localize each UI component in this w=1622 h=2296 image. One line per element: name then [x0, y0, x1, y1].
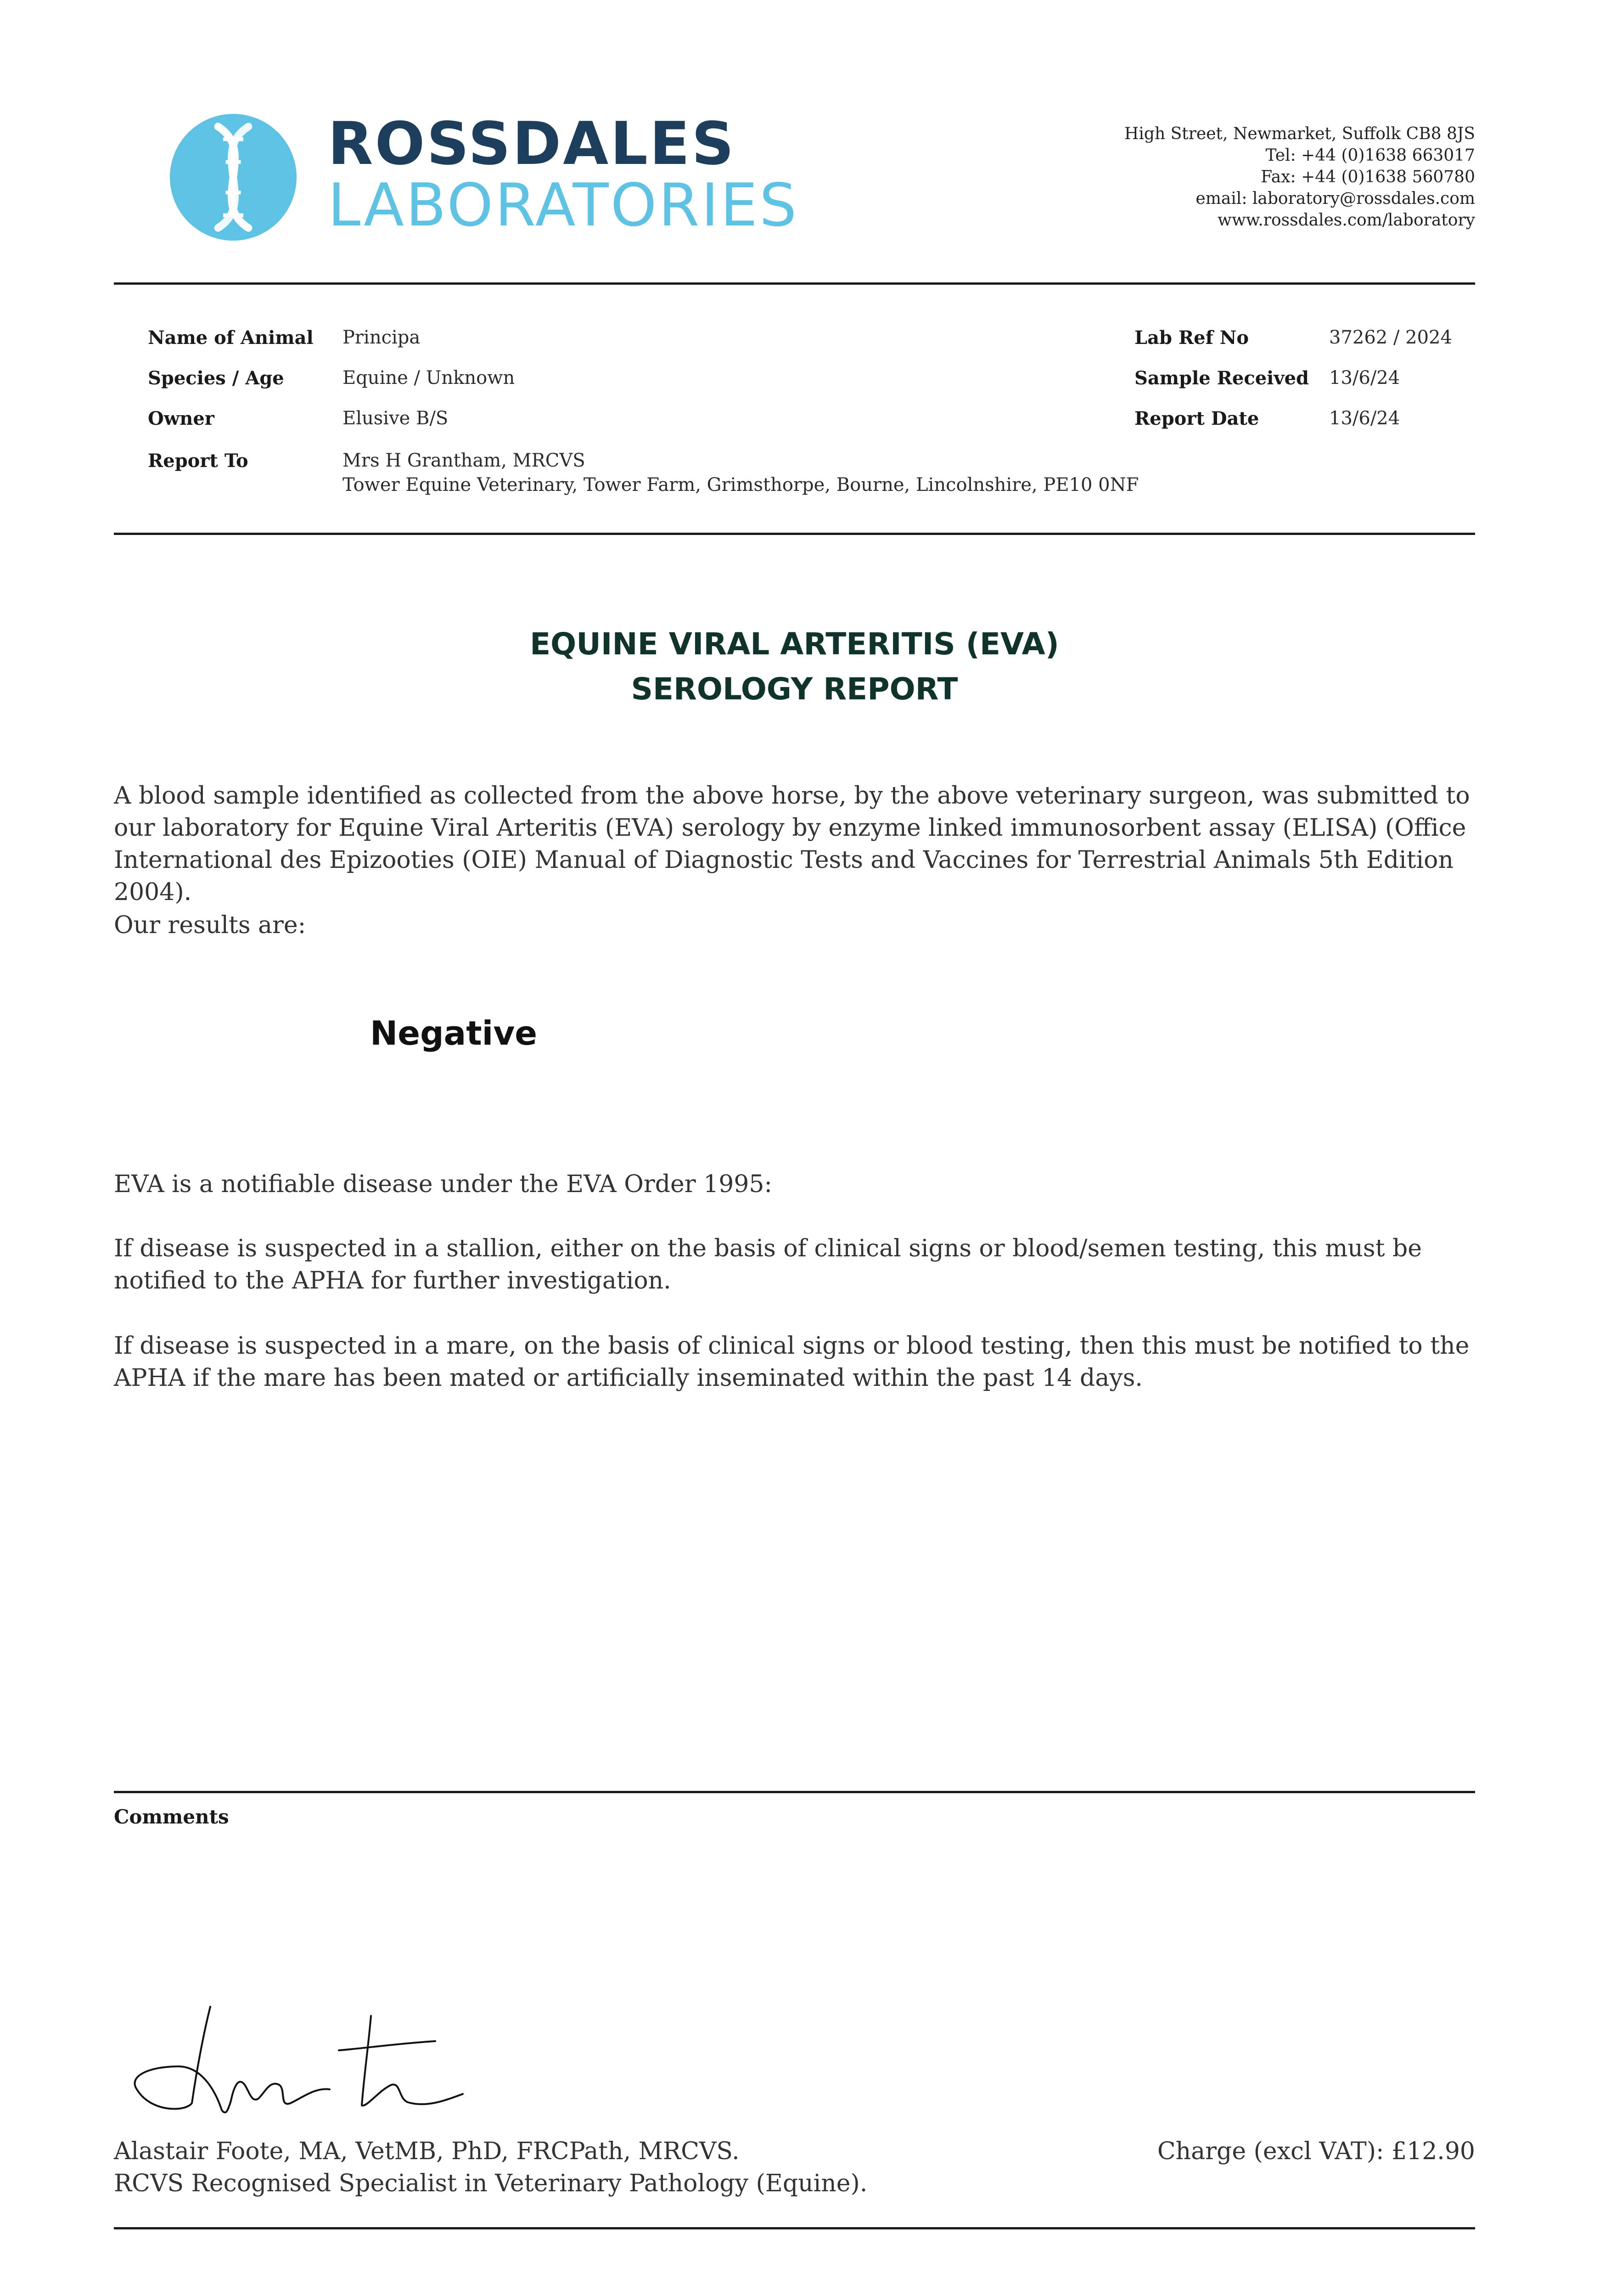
- name-of-animal-label: Name of Animal: [148, 327, 314, 349]
- mare-note: If disease is suspected in a mare, on the basis of clinical signs or blood testing, then this must be notified to the APHA if the mare has been mated or artificially inseminated within the past 14 days.: [114, 1332, 1470, 1392]
- owner-label: Owner: [148, 408, 214, 429]
- brand-subname: LABORATORIES: [328, 171, 799, 240]
- contact-website: www.rossdales.com/laboratory: [1218, 211, 1475, 230]
- lab-ref-label: Lab Ref No: [1134, 327, 1249, 349]
- intro-paragraph: A blood sample identified as collected from the above horse, by the above veterinary surgeon, was submitted to our laboratory for Equine Viral Arteritis (EVA) serology by enzyme linked immunosorbent assay (ELISA) (Office International des Epizooties (OIE) Manual of Diagnostic Tests and Vaccines for Terrestrial Animals 5th Edition 2004).: [114, 782, 1470, 906]
- notifiable-statement: EVA is a notifiable disease under the EVA Order 1995:: [114, 1171, 773, 1198]
- footer-divider: [114, 2227, 1475, 2229]
- species-age-label: Species / Age: [148, 367, 284, 389]
- comments-divider: [114, 1791, 1475, 1793]
- report-to-label: Report To: [148, 450, 248, 472]
- stallion-note: If disease is suspected in a stallion, either on the basis of clinical signs or blood/semen testing, this must be notified to the APHA for further investigation.: [114, 1235, 1422, 1294]
- report-title: EQUINE VIRAL ARTERITIS (EVA): [530, 626, 1059, 662]
- dna-helix-icon: [170, 114, 297, 241]
- report-subtitle: SEROLOGY REPORT: [631, 671, 958, 707]
- sample-received-value: 13/6/24: [1329, 367, 1400, 388]
- report-date-label: Report Date: [1134, 408, 1259, 429]
- results-intro: Our results are:: [114, 912, 306, 939]
- report-to-name: Mrs H Grantham, MRCVS: [342, 450, 585, 471]
- header-divider: [114, 282, 1475, 285]
- contact-fax: Fax: +44 (0)1638 560780: [1261, 168, 1475, 186]
- details-divider: [114, 533, 1475, 535]
- report-to-address: Tower Equine Veterinary, Tower Farm, Grimsthorpe, Bourne, Lincolnshire, PE10 0NF: [342, 474, 1139, 495]
- signatory-title: RCVS Recognised Specialist in Veterinary Pathology (Equine).: [114, 2170, 868, 2197]
- charge-amount: Charge (excl VAT): £12.90: [1157, 2138, 1475, 2165]
- test-result: Negative: [370, 1014, 538, 1052]
- brand-name: ROSSDALES: [328, 110, 736, 178]
- contact-email: email: laboratory@rossdales.com: [1195, 189, 1475, 208]
- name-of-animal-value: Principa: [342, 327, 421, 348]
- comments-label: Comments: [114, 1806, 229, 1828]
- sample-received-label: Sample Received: [1134, 367, 1309, 389]
- species-age-value: Equine / Unknown: [342, 367, 515, 388]
- contact-block: [1124, 123, 1475, 231]
- contact-tel: Tel: +44 (0)1638 663017: [1265, 146, 1475, 165]
- contact-address: High Street, Newmarket, Suffolk CB8 8JS: [1124, 124, 1475, 143]
- owner-value: Elusive B/S: [342, 408, 449, 429]
- lab-ref-value: 37262 / 2024: [1329, 327, 1452, 348]
- signature-image: [123, 1998, 472, 2122]
- report-date-value: 13/6/24: [1329, 408, 1400, 429]
- signatory-name: Alastair Foote, MA, VetMB, PhD, FRCPath, MRCVS.: [114, 2138, 740, 2165]
